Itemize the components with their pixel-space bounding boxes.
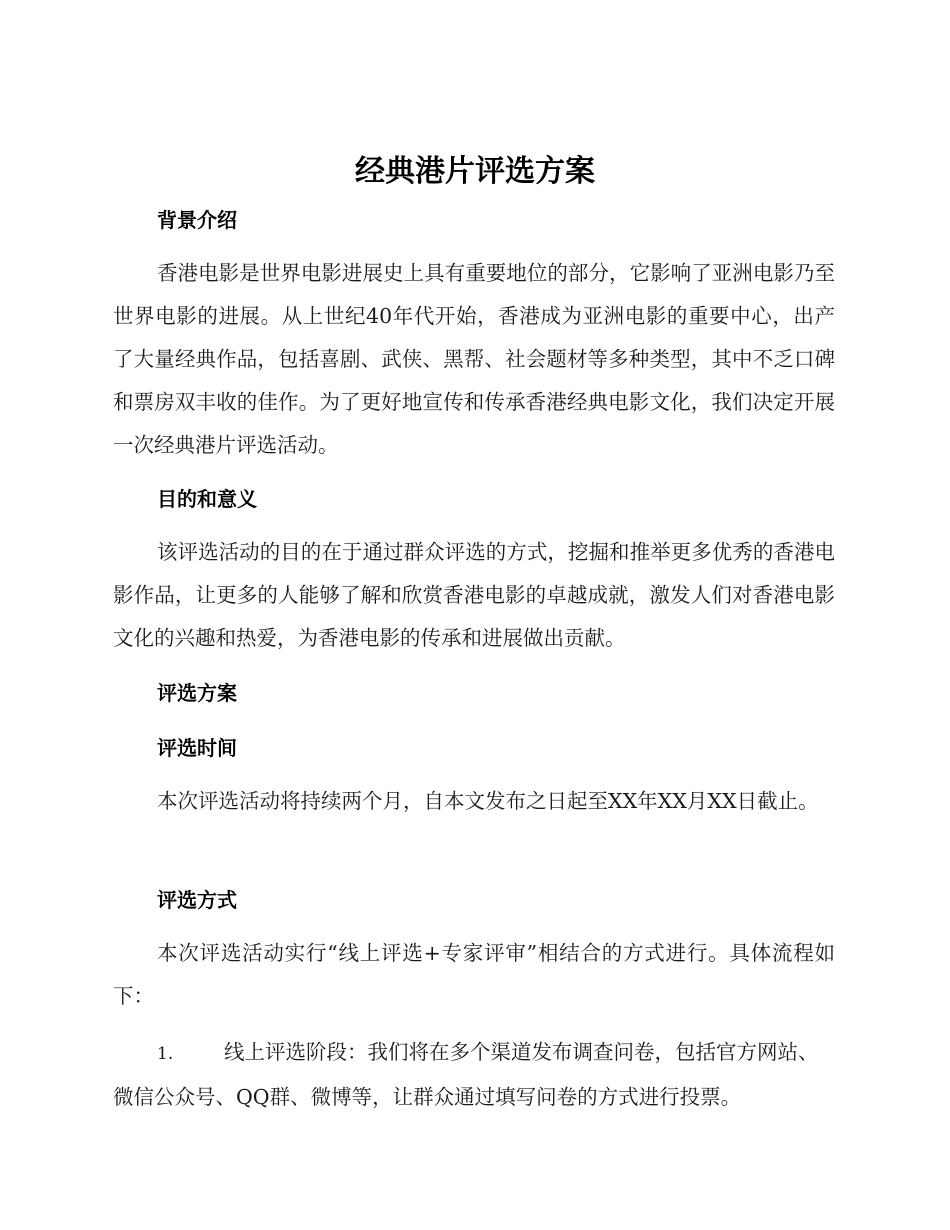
- list-item-number: 1.: [157, 1044, 174, 1064]
- document-title: 经典港片评选方案: [355, 154, 595, 189]
- paragraph-time: 本次评选活动将持续两个月，自本文发布之日起至XX年XX月XX日截止。: [157, 789, 819, 813]
- list-item: [113, 1031, 835, 1119]
- heading-plan: 评选方案: [157, 681, 237, 705]
- heading-time: 评选时间: [157, 736, 237, 760]
- heading-method: 评选方式: [157, 888, 237, 912]
- paragraph-method: 本次评选活动实行“线上评选+专家评审”相结合的方式进行。具体流程如下：: [113, 941, 835, 1008]
- paragraph-background: 香港电影是世界电影进展史上具有重要地位的部分，它影响了亚洲电影乃至世界电影的进展。从上世纪40年代开始，香港成为亚洲电影的重要中心，出产了大量经典作品，包括喜剧、武侠、黑帮、社会题材等多种类型，其中不乏口碑和票房双丰收的佳作。为了更好地宣传和传承香港经典电影文化，我们决定开展一次经典港片评选活动。: [113, 261, 835, 457]
- list-item-text: 线上评选阶段：我们将在多个渠道发布调查问卷，包括官方网站、微信公众号、QQ群、微博等，让群众通过填写问卷的方式进行投票。: [113, 1040, 819, 1109]
- heading-background: 背景介绍: [157, 208, 237, 232]
- heading-purpose: 目的和意义: [157, 487, 257, 511]
- paragraph-purpose: 该评选活动的目的在于通过群众评选的方式，挖掘和推举更多优秀的香港电影作品，让更多的人能够了解和欣赏香港电影的卓越成就，激发人们对香港电影文化的兴趣和热爱，为香港电影的传承和进展做出贡献。: [113, 540, 835, 650]
